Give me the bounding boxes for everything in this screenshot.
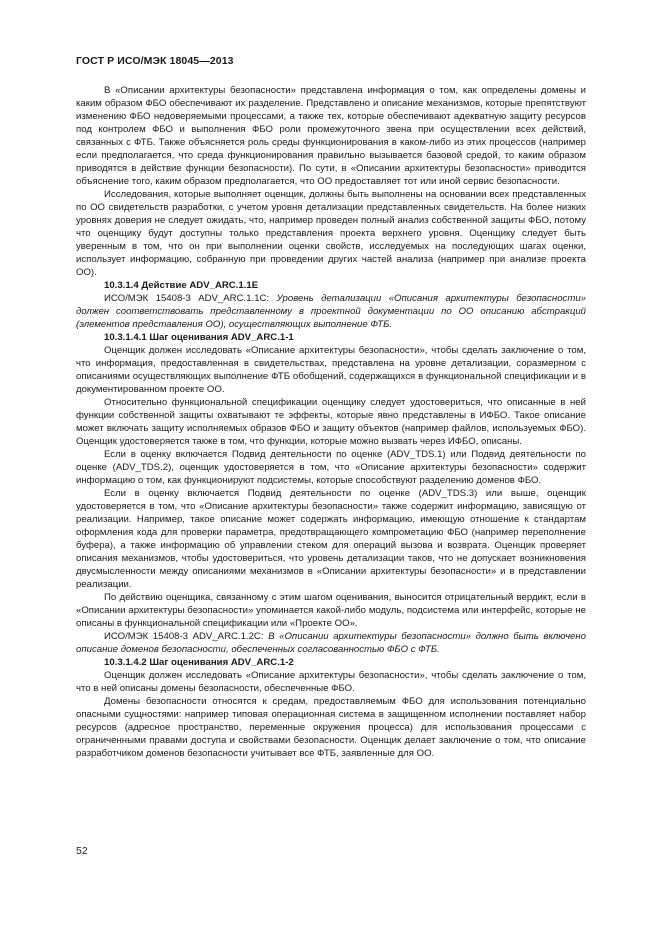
body-paragraph: Оценщик должен исследовать «Описание архитектуры безопасности», чтобы сделать заключение о том, что в ней описаны домены безопасности, обеспеченные ФБО. [76, 670, 586, 694]
body-paragraph: Домены безопасности относятся к средам, предоставляемым ФБО для использования потенциально опасными сущностями: например типовая операционная система в защищенном исполнении поставляет набор ресурсов (адресное пространство, переменные окружения процесса) для использования процессами с ограниченными правами доступа и свойствами безопасности. Оценщик делает заключение о том, что описание разработчиком доменов безопасности учитывает все ФТБ, заявленные для ОО. [76, 696, 586, 759]
requirement-paragraph [76, 292, 586, 331]
body-paragraph: Если в оценку включается Подвид деятельности по оценке (ADV_TDS.1) или Подвид деятельности по оценке (ADV_TDS.2), оценщик удостоверяется в том, что «Описание архитектуры безопасности» содержит информацию о том, как функционируют подсистемы, которые способствуют разделению доменов ФБО. [76, 449, 586, 486]
body-paragraph: Если в оценку включается Подвид деятельности по оценке (ADV_TDS.3) или выше, оценщик удостоверяется в том, что «Описание архитектуры безопасности» также содержит информацию, зависящую от реализации. Например, такое описание может содержать информацию, имеющую отношение к стандартам оформления кода для проверки параметра, предотвращающего компрометацию ФБО (например переполнение буфера), а также информацию об управлении стеком для операций вызова и возврата. Оценщик проверяет описания механизмов, чтобы удостовериться, что уровень детализации таков, что не допускает возникновения двусмысленности между описаниями механизмов в «Описании архитектуры безопасности» и в представлении реализации. [76, 488, 586, 590]
section-heading: 10.3.1.4.2 Шаг оценивания ADV_ARC.1-2 [104, 657, 294, 668]
section-heading: 10.3.1.4.1 Шаг оценивания ADV_ARC.1-1 [104, 332, 294, 343]
page-header: ГОСТ Р ИСО/МЭК 18045—2013 [76, 55, 234, 67]
body-paragraph: Исследования, которые выполняет оценщик, должны быть выполнены на основании всех представленных по ОО свидетельств разработки, с учетом уровня детализации представленных свидетельств. На более низких уровнях доверия не следует ожидать, что, например проведен полный анализ собственной защиты ФБО, потому что оценщику будут доступны только представления проекта верхнего уровня. Оценщику следует быть уверенным в том, что он при выполнении оценки свойств, исследуемых на последующих шагах оценки, использует информацию, собранную при проведении других частей анализа (например при анализе проекта ОО). [76, 189, 586, 278]
body-paragraph: Оценщик должен исследовать «Описание архитектуры безопасности», чтобы сделать заключение о том, что информация, предоставленная в свидетельствах, представлена на уровне детализации, соразмерном с описаниями осуществляющих выполнение ФТБ обобщений, содержащихся в функциональной спецификации и в документированном проекте ОО. [76, 345, 586, 395]
body-paragraph: По действию оценщика, связанному с этим шагом оценивания, выносится отрицательный вердикт, если в «Описании архитектуры безопасности» упоминается какой-либо модуль, подсистема или интерфейс, которые не описаны в функциональной спецификации или «Проекте ОО». [76, 592, 586, 629]
body-paragraph: В «Описании архитектуры безопасности» представлена информация о том, как определены домены и каким образом ФБО обеспечивают их разделение. Представлено и описание механизмов, которые препятствуют изменению ФБО недоверяемыми процессами, а также тех, которые обеспечивают адекватную защиту ресурсов под контролем ФБО и выполнения ФБО роли промежуточного звена при осуществлении всех действий, связанных с ФТБ. Также объясняется роль среды функционирования в каком-либо из этих процессов (например если предполагается, что среда функционирования правильно вызывается базовой средой, то каким образом приводятся в действие функции безопасности). По сути, в «Описании архитектуры безопасности» приводится объяснение того, каким образом предполагается, что ОО предоставляет тот или иной сервис безопасности. [76, 85, 586, 187]
requirement-paragraph [76, 630, 586, 656]
requirement-reference: ИСО/МЭК 15408-3 ADV_ARC.1.2C: [104, 631, 269, 642]
body-paragraph: Относительно функциональной спецификации оценщику следует удостовериться, что описанные в ней функции собственной защиты охватывают те эффекты, которые явно представлены в ИФБО. Такое описание может включать защиту исполняемых образов ФБО и защиту объектов (например файлов, используемых ФБО). Оценщик удостоверяется также в том, что функции, которые можно вызвать через ИФБО, описаны. [76, 397, 586, 447]
requirement-text: В «Описании архитектуры безопасности» должно быть включено описание доменов безопасности, обеспеченных согласованностью ФБО с ФТБ. [76, 631, 586, 655]
page-number: 52 [76, 845, 88, 857]
requirement-text: Уровень детализации «Описания архитектуры безопасности» должен соответствовать представленному в проектной документации по ОО описанию абстракций (элементов представления ОО), осуществляющих выполнение ФТБ. [76, 293, 586, 330]
document-body [76, 84, 586, 760]
requirement-reference: ИСО/МЭК 15408-3 ADV_ARC.1.1C: [104, 293, 277, 304]
section-heading: 10.3.1.4 Действие ADV_ARC.1.1E [104, 280, 259, 291]
